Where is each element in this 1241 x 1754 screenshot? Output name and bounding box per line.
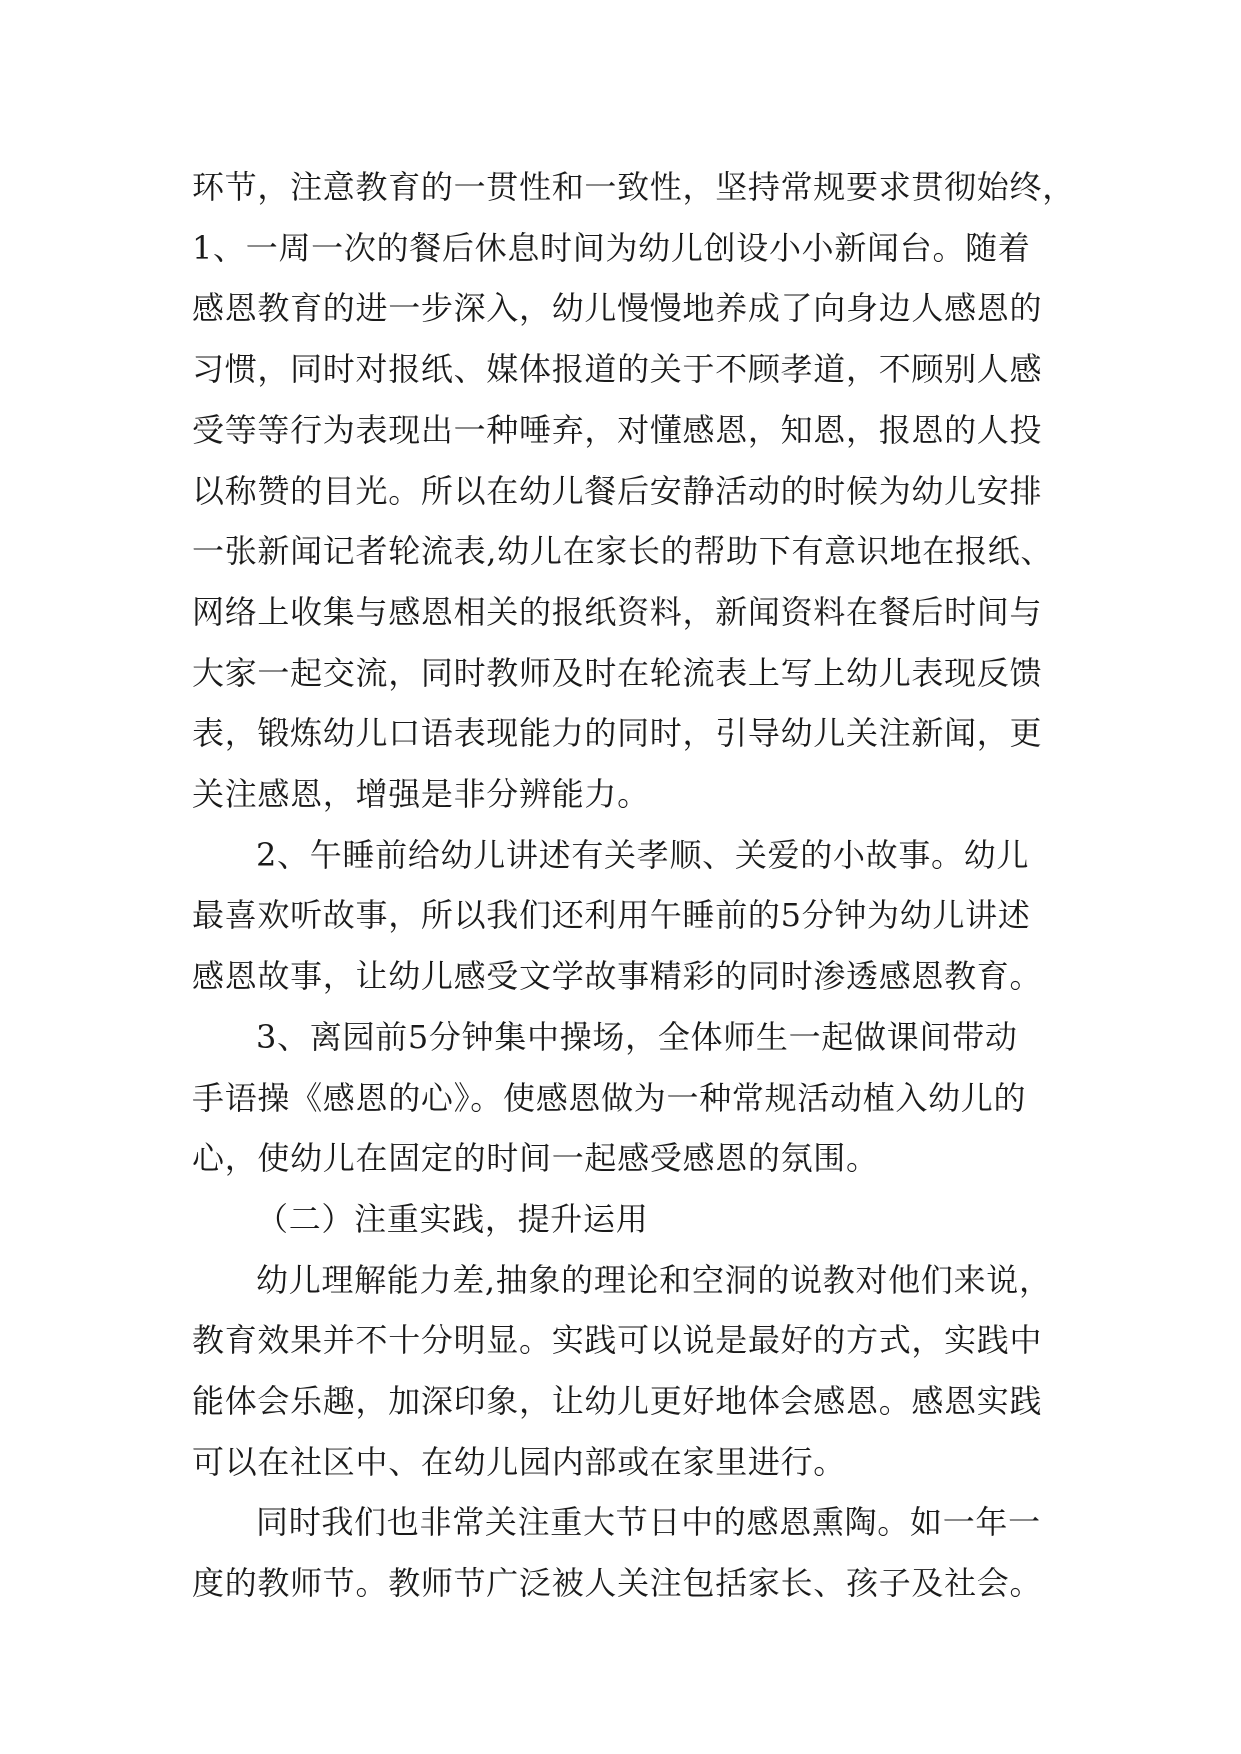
section-heading: [192, 1189, 1072, 1250]
text-line: 网络上收集与感恩相关的报纸资料，新闻资料在餐后时间与: [192, 592, 1043, 631]
paragraph-festivals: [192, 1492, 1072, 1613]
text-line: 感恩教育的进一步深入，幼儿慢慢地养成了向身边人感恩的: [192, 289, 1043, 328]
heading-text: （二）注重实践，提升运用: [256, 1199, 649, 1238]
text-line: 以称赞的目光。所以在幼儿餐后安静活动的时候为幼儿安排: [192, 471, 1043, 510]
text-line: 环节，注意教育的一贯性和一致性，坚持常规要求贯彻始终，: [192, 168, 1075, 206]
text-line: 表，锻炼幼儿口语表现能力的同时，引导幼儿关注新闻，更: [192, 714, 1043, 753]
paragraph-sign-language-exercise: [192, 1007, 1072, 1189]
text-line: 受等等行为表现出一种唾弃，对懂感恩，知恩，报恩的人投: [192, 410, 1043, 449]
text-line: 度的教师节。教师节广泛被人关注包括家长、孩子及社会。: [192, 1564, 1043, 1603]
text-line: 同时我们也非常关注重大节日中的感恩熏陶。如一年一: [256, 1503, 1041, 1542]
text-line: 一张新闻记者轮流表,幼儿在家长的帮助下有意识地在报纸、: [192, 532, 1054, 571]
text-line: 习惯，同时对报纸、媒体报道的关于不顾孝道，不顾别人感: [192, 350, 1043, 389]
text-line: 幼儿理解能力差,抽象的理论和空洞的说教对他们来说，: [256, 1260, 1052, 1299]
text-line: 可以在社区中、在幼儿园内部或在家里进行。: [192, 1442, 847, 1481]
text-line: 大家一起交流，同时教师及时在轮流表上写上幼儿表现反馈: [192, 653, 1043, 692]
text-line: 最喜欢听故事，所以我们还利用午睡前的5分钟为幼儿讲述: [192, 896, 1031, 935]
text-line: 教育效果并不十分明显。实践可以说是最好的方式，实践中: [192, 1321, 1043, 1360]
text-line: 感恩故事，让幼儿感受文学故事精彩的同时渗透感恩教育。: [192, 957, 1043, 996]
paragraph-practice: [192, 1250, 1072, 1493]
text-line: 3、离园前5分钟集中操场，全体师生一起做课间带动: [256, 1017, 1018, 1056]
paragraph-news-station: [192, 157, 1075, 825]
text-line: 手语操《感恩的心》。使感恩做为一种常规活动植入幼儿的: [192, 1078, 1027, 1117]
document-body: [192, 157, 1075, 1614]
text-line: 2、午睡前给幼儿讲述有关孝顺、关爱的小故事。幼儿: [256, 835, 1030, 874]
text-line: 关注感恩，增强是非分辨能力。: [192, 775, 650, 814]
text-line: 能体会乐趣，加深印象，让幼儿更好地体会感恩。感恩实践: [192, 1382, 1043, 1421]
text-line: 1、一周一次的餐后休息时间为幼儿创设小小新闻台。随着: [192, 228, 1031, 267]
paragraph-nap-stories: [192, 825, 1072, 1007]
text-line: 心，使幼儿在固定的时间一起感受感恩的氛围。: [192, 1139, 879, 1178]
